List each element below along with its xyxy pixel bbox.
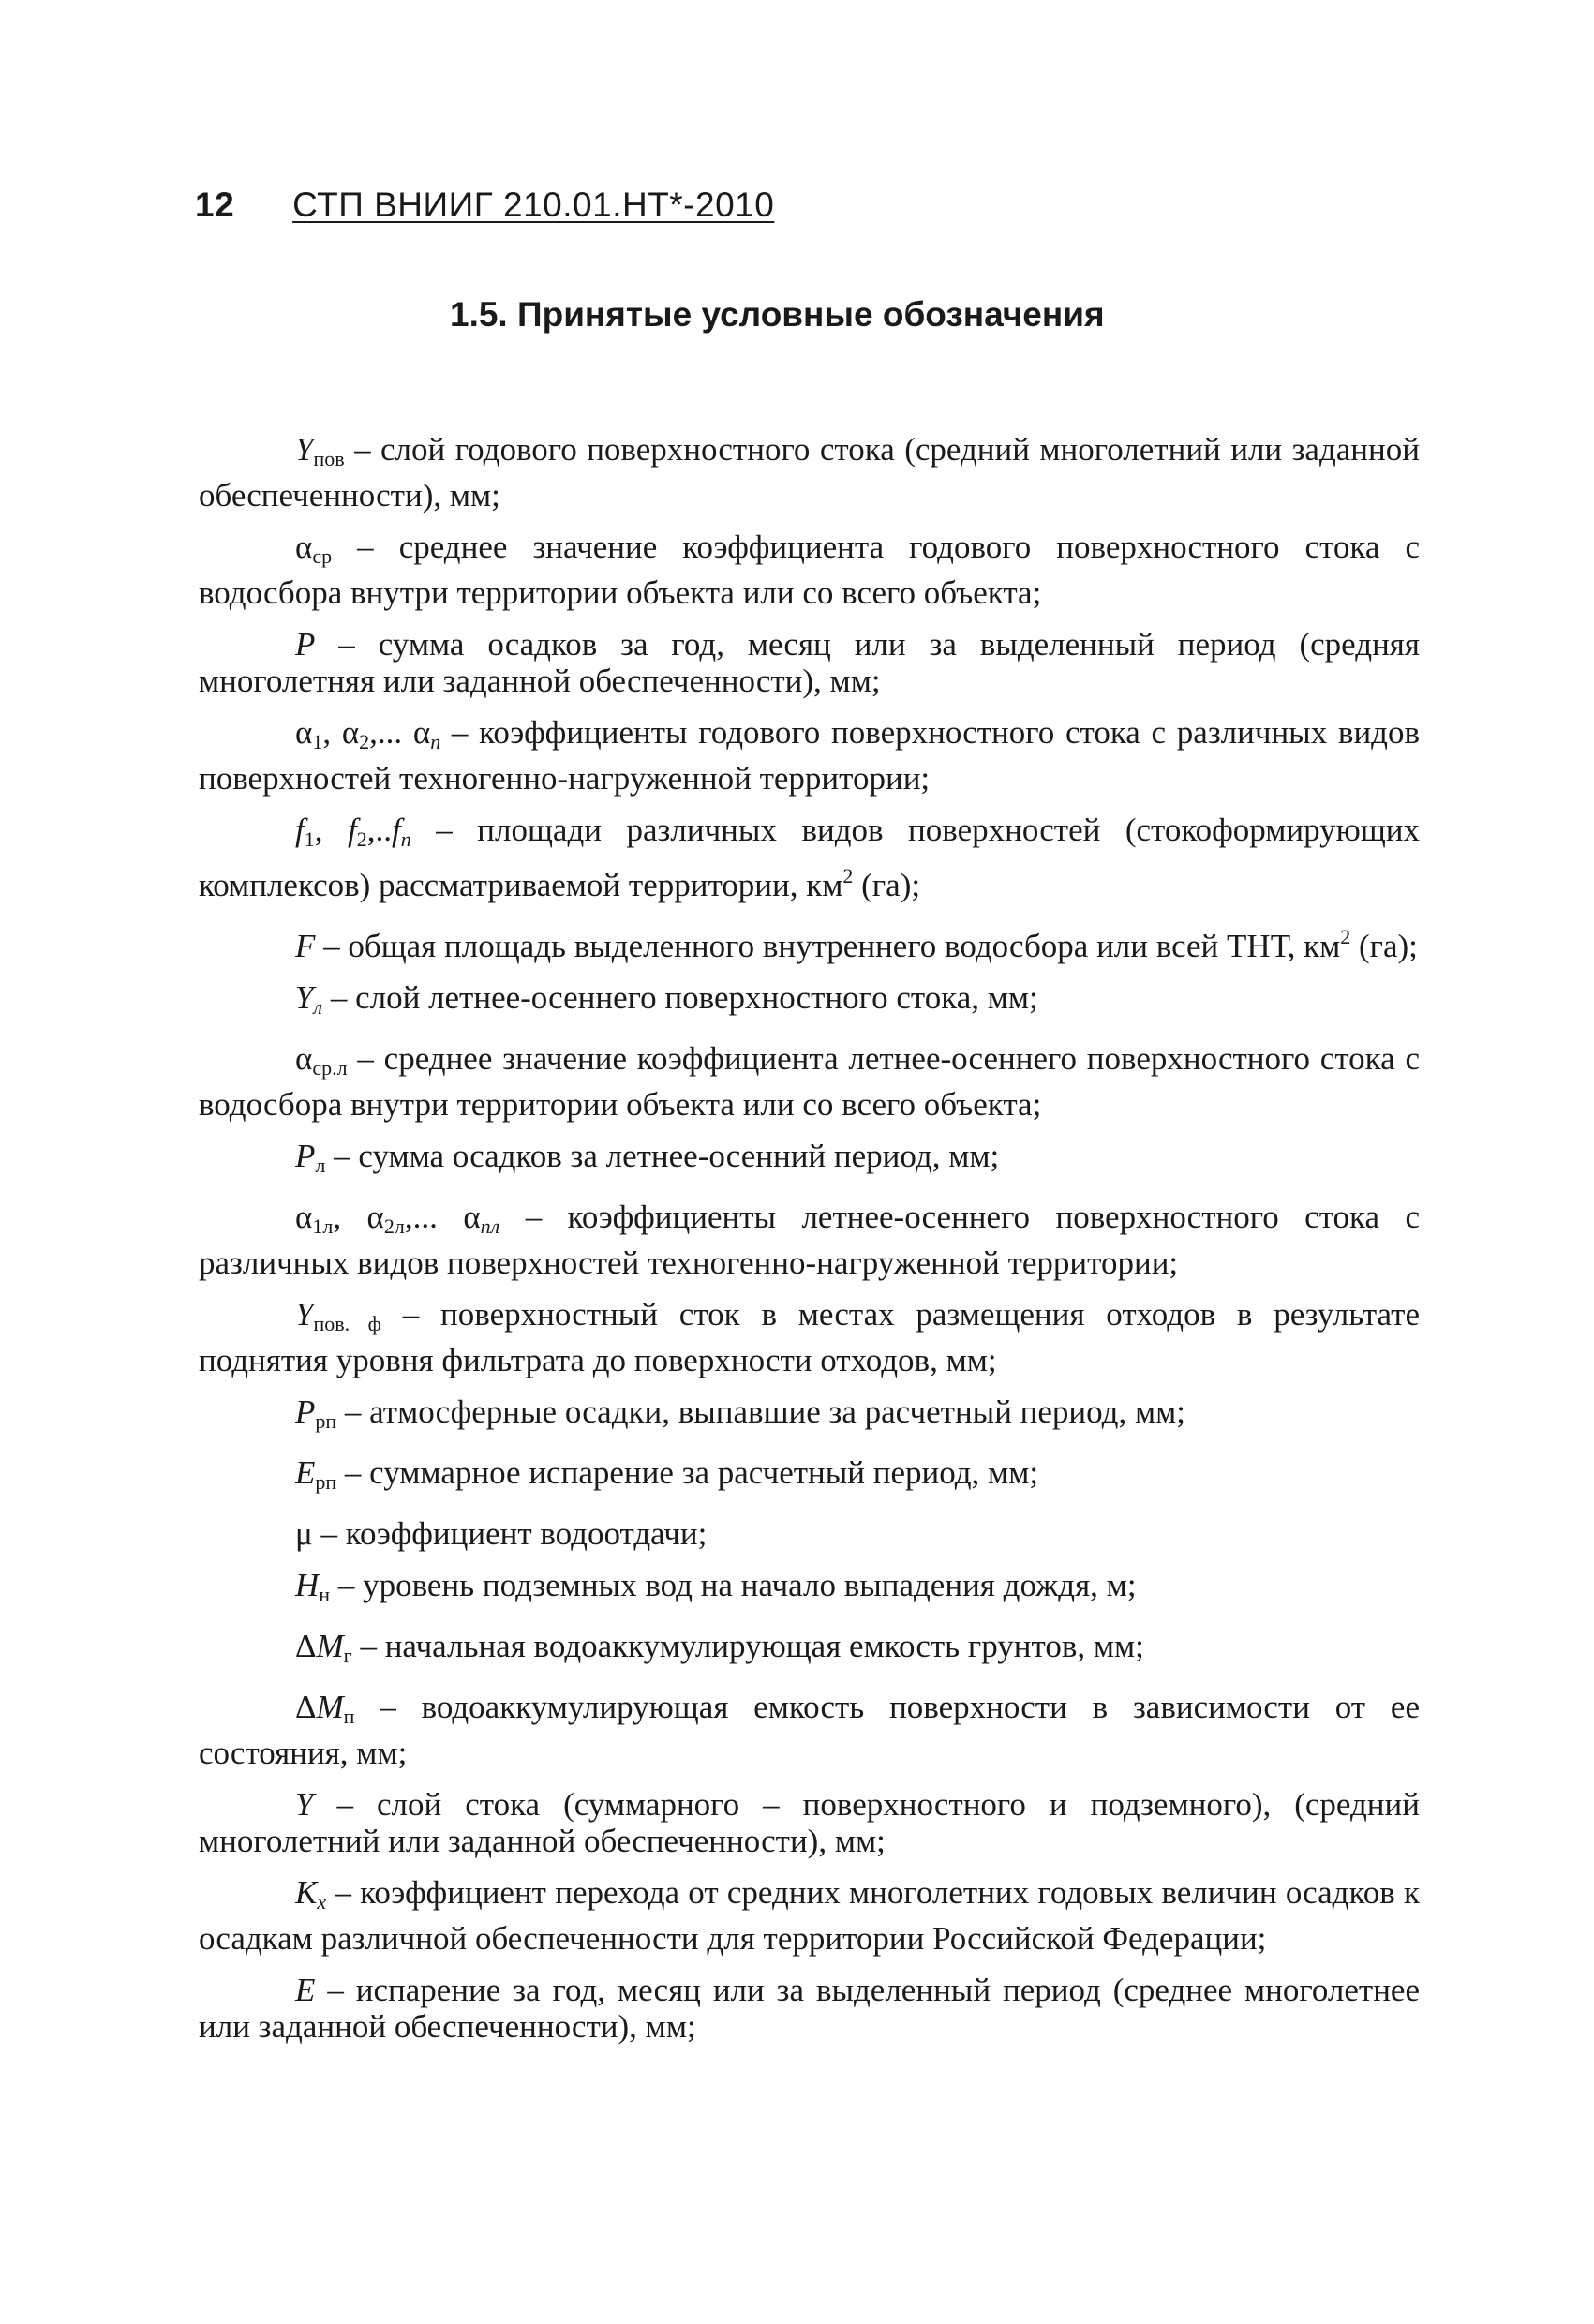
definition-text: – поверхностный сток в местах размещения отходов в результате поднятия уровня фильтрата до поверхности отходов, мм; bbox=[199, 1296, 1421, 1378]
symbol: Y bbox=[295, 979, 314, 1016]
section-title: 1.5. Принятые условные обозначения bbox=[450, 295, 1105, 334]
page-header bbox=[195, 186, 774, 225]
symbol: Y bbox=[295, 431, 314, 468]
definition-text: – атмосферные осадки, выпавшие за расчетный период, мм; bbox=[336, 1393, 1185, 1430]
definition-text: – площади различных видов поверхностей (стокоформирующих комплексов) рассматриваемой территории, км bbox=[199, 812, 1420, 903]
definition-text: – водоаккумулирующая емкость поверхности в зависимости от ее состояния, мм; bbox=[199, 1689, 1420, 1771]
symbol: M bbox=[316, 1689, 344, 1725]
definition-text: – среднее значение коэффициента летнее-осеннего поверхностного стока с водосбора внутри территории объекта или со всего объекта; bbox=[199, 1040, 1420, 1123]
symbol-subscript: ср.л bbox=[312, 1056, 348, 1080]
symbol-subscript: ср bbox=[312, 544, 333, 568]
symbol-subscript: 2 bbox=[356, 827, 367, 851]
unit-superscript: 2 bbox=[842, 864, 854, 887]
symbol-subscript: п bbox=[343, 1705, 355, 1728]
symbol: M bbox=[316, 1628, 344, 1664]
symbol-subscript: пов bbox=[313, 447, 345, 470]
symbol-subscript: л bbox=[313, 995, 323, 1019]
definition-text: – сумма осадков за год, месяц или за выделенный период (средняя многолетняя или заданной обеспеченности), мм; bbox=[199, 626, 1420, 699]
symbol-prefix: Δ bbox=[295, 1628, 317, 1664]
symbol-separator: , bbox=[333, 1199, 367, 1235]
symbol-subscript: л bbox=[315, 1154, 326, 1177]
list-item bbox=[199, 1454, 1420, 1500]
list-item bbox=[199, 714, 1420, 797]
definition-text-end: (га); bbox=[853, 867, 921, 903]
symbol-subscript: 1л bbox=[312, 1214, 334, 1238]
definition-text: – слой годового поверхностного стока (средний многолетний или заданной обеспеченности), мм; bbox=[199, 431, 1420, 514]
list-item bbox=[199, 1515, 1420, 1552]
symbol: P bbox=[295, 1138, 316, 1174]
symbol-subscript: n bbox=[430, 730, 441, 753]
definition-text: – сумма осадков за летнее-осенний период, мм; bbox=[325, 1138, 1000, 1174]
definition-text: – коэффициенты летнее-осеннего поверхностного стока с различных видов поверхностей техногенно-нагруженной территории; bbox=[199, 1199, 1421, 1281]
symbol-subscript: 1 bbox=[304, 827, 315, 851]
list-item bbox=[199, 918, 1420, 964]
symbol-separator: ,.. bbox=[366, 812, 392, 848]
symbol-separator: ,... bbox=[404, 1199, 464, 1235]
symbol: Y bbox=[295, 1786, 314, 1823]
definition-text: – коэффициенты годового поверхностного стока с различных видов поверхностей техногенно-нагруженной территории; bbox=[199, 714, 1421, 797]
list-item bbox=[199, 1199, 1420, 1281]
definition-text: – начальная водоаккумулирующая емкость грунтов, мм; bbox=[351, 1628, 1144, 1664]
symbol-subscript: n bbox=[400, 827, 411, 851]
list-item bbox=[199, 1567, 1420, 1613]
symbol: K bbox=[295, 1874, 318, 1911]
page-number: 12 bbox=[195, 186, 235, 224]
list-item bbox=[199, 1689, 1420, 1771]
symbol-subscript: 2л bbox=[383, 1214, 405, 1238]
symbol: P bbox=[295, 626, 316, 663]
definition-text: – уровень подземных вод на начало выпадения дождя, м; bbox=[330, 1567, 1137, 1603]
symbol: Y bbox=[295, 1296, 314, 1333]
definition-text-end: (га); bbox=[1350, 928, 1418, 964]
symbol: H bbox=[295, 1567, 320, 1603]
symbol-subscript: н bbox=[319, 1583, 331, 1606]
list-item bbox=[199, 979, 1420, 1025]
symbol: f bbox=[348, 812, 357, 848]
list-item bbox=[199, 1040, 1420, 1123]
list-item bbox=[199, 1786, 1420, 1859]
symbol: F bbox=[295, 928, 316, 964]
list-item bbox=[199, 1972, 1420, 2045]
symbol-subscript: nл bbox=[480, 1214, 500, 1238]
definition-text: – слой стока (суммарного – поверхностного и подземного), (средний многолетний или заданной обеспеченности), мм; bbox=[199, 1786, 1420, 1859]
list-item bbox=[199, 626, 1420, 699]
definition-text: – среднее значение коэффициента годового поверхностного стока с водосбора внутри территории объекта или со всего объекта; bbox=[199, 529, 1420, 611]
symbol: f bbox=[295, 812, 305, 848]
symbol-separator: ,... bbox=[369, 714, 413, 751]
symbol: α bbox=[295, 1199, 313, 1235]
list-item bbox=[199, 1296, 1420, 1378]
symbol: E bbox=[295, 1454, 316, 1491]
symbol: α bbox=[341, 714, 360, 751]
symbol-separator: , bbox=[322, 714, 342, 751]
definition-text: – испарение за год, месяц или за выделенный период (среднее многолетнее или заданной обеспеченности), мм; bbox=[199, 1972, 1420, 2045]
symbol-subscript: рп bbox=[315, 1470, 337, 1494]
list-item bbox=[199, 1393, 1420, 1439]
symbol: α bbox=[295, 714, 313, 751]
symbol: α bbox=[412, 714, 431, 751]
definition-text: – общая площадь выделенного внутреннего водосбора или всей ТНТ, км bbox=[315, 928, 1341, 964]
list-item bbox=[199, 812, 1420, 903]
list-item bbox=[199, 1628, 1420, 1674]
document-code: СТП ВНИИГ 210.01.НТ*-2010 bbox=[292, 186, 775, 224]
symbol-subscript: пов. ф bbox=[313, 1312, 381, 1335]
definition-text: – коэффициент водоотдачи; bbox=[312, 1515, 708, 1552]
symbol: α bbox=[295, 1040, 313, 1077]
symbol: f bbox=[392, 812, 401, 848]
list-item bbox=[199, 431, 1420, 514]
list-item bbox=[199, 529, 1420, 611]
symbol: α bbox=[366, 1199, 384, 1235]
symbol-separator: , bbox=[314, 812, 349, 848]
symbol-subscript: г bbox=[343, 1644, 352, 1667]
list-item bbox=[199, 1874, 1420, 1957]
list-item bbox=[199, 1138, 1420, 1184]
symbol-subscript: 2 bbox=[359, 730, 370, 753]
symbol-subscript: 1 bbox=[312, 730, 323, 753]
symbol: P bbox=[295, 1393, 316, 1430]
definition-text: – суммарное испарение за расчетный период, мм; bbox=[336, 1454, 1039, 1491]
symbol: μ bbox=[295, 1515, 313, 1552]
unit-superscript: 2 bbox=[1340, 925, 1351, 948]
symbol: α bbox=[463, 1199, 481, 1235]
symbol: E bbox=[295, 1972, 316, 2008]
symbols-list bbox=[199, 431, 1420, 2060]
symbol-prefix: Δ bbox=[295, 1689, 317, 1725]
symbol: α bbox=[295, 529, 313, 565]
symbol-subscript: x bbox=[317, 1890, 327, 1914]
definition-text: – слой летнее-осеннего поверхностного стока, мм; bbox=[322, 979, 1038, 1016]
symbol-subscript: рп bbox=[315, 1409, 337, 1433]
definition-text: – коэффициент перехода от средних многолетних годовых величин осадков к осадкам различной обеспеченности для территории Российской Федерации; bbox=[199, 1874, 1420, 1957]
